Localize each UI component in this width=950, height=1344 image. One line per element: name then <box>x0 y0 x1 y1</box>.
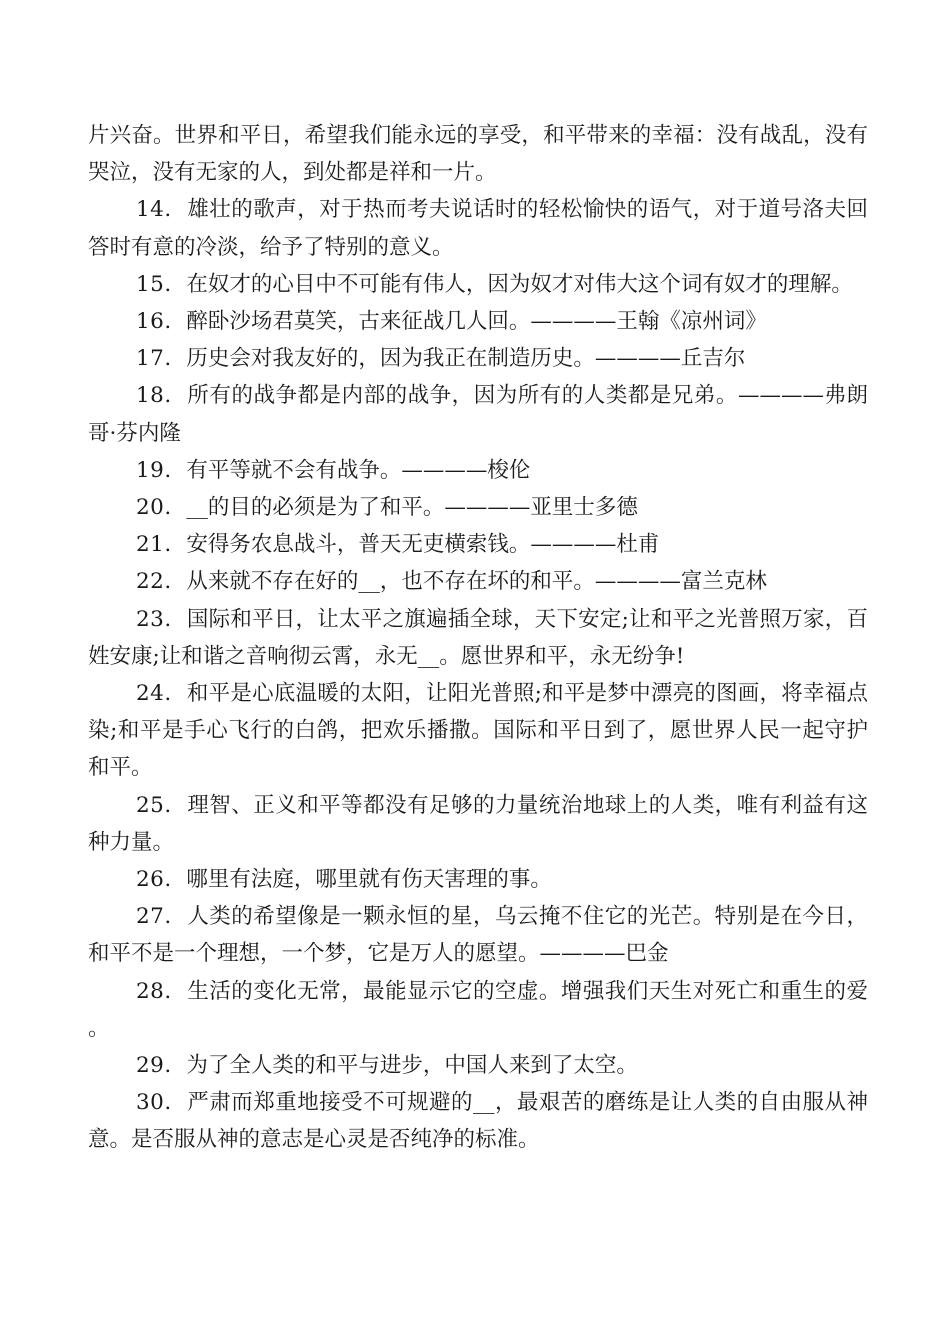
list-item <box>88 377 868 451</box>
item-number: 23. <box>136 606 172 632</box>
item-number: 18. <box>136 383 172 409</box>
list-item <box>88 489 868 526</box>
item-number: 19. <box>136 457 172 483</box>
item-number: 22. <box>136 569 172 595</box>
list-item <box>88 526 868 563</box>
item-text: 从来就不存在好的__，也不存在坏的和平。————富兰克林 <box>186 569 767 595</box>
item-text: 历史会对我友好的，因为我正在制造历史。————丘吉尔 <box>186 346 746 372</box>
item-text: 和平是心底温暖的太阳，让阳光普照;和平是梦中漂亮的图画，将幸福点染;和平是手心飞行的白鸽，把欢乐播撒。国际和平日到了，愿世界人民一起守护和平。 <box>88 681 869 781</box>
item-number: 17. <box>136 346 172 372</box>
item-text: 严肃而郑重地接受不可规避的__，最艰苦的磨练是让人类的自由服从神意。是否服从神的意志是心灵是否纯净的标准。 <box>88 1090 868 1153</box>
list-item <box>88 973 868 1047</box>
list-item <box>88 340 868 377</box>
item-text: 安得务农息战斗，普天无吏横索钱。————杜甫 <box>186 532 660 558</box>
list-item <box>88 266 868 303</box>
list-item <box>88 1047 868 1084</box>
item-number: 21. <box>136 532 172 558</box>
list-item <box>88 601 868 675</box>
item-text: 所有的战争都是内部的战争，因为所有的人类都是兄弟。————弗朗哥·芬内隆 <box>88 383 868 446</box>
item-number: 25. <box>136 792 172 818</box>
item-text: 醉卧沙场君莫笑，古来征战几人回。————王翰《凉州词》 <box>186 309 767 335</box>
item-text: 人类的希望像是一颗永恒的星，乌云掩不住它的光芒。特别是在今日，和平不是一个理想，一个梦，它是万人的愿望。————巴金 <box>88 904 868 967</box>
item-number: 26. <box>136 867 172 893</box>
list-item <box>88 1084 868 1158</box>
item-number: 29. <box>136 1053 172 1079</box>
item-number: 24. <box>136 681 172 707</box>
list-item <box>88 861 868 898</box>
list-item <box>88 563 868 600</box>
item-text: 雄壮的歌声，对于热而考夫说话时的轻松愉快的语气，对于道号洛夫回答时有意的冷淡，给予了特别的意义。 <box>88 197 868 260</box>
list-item <box>88 675 868 787</box>
list-item <box>88 452 868 489</box>
item-text: 理智、正义和平等都没有足够的力量统治地球上的人类，唯有利益有这种力量。 <box>88 792 868 855</box>
item-text: 在奴才的心目中不可能有伟人，因为奴才对伟大这个词有奴才的理解。 <box>186 271 853 297</box>
list-item <box>88 898 868 972</box>
list-item <box>88 787 868 861</box>
item-text: 为了全人类的和平与进步，中国人来到了太空。 <box>186 1053 638 1079</box>
list-item <box>88 191 868 265</box>
item-number: 15. <box>136 271 172 297</box>
item-number: 16. <box>136 309 172 335</box>
item-number: 30. <box>136 1090 172 1116</box>
item-text: 有平等就不会有战争。————梭伦 <box>186 457 531 483</box>
intro-paragraph: 片兴奋。世界和平日，希望我们能永远的享受，和平带来的幸福：没有战乱，没有哭泣，没有无家的人，到处都是祥和一片。 <box>88 123 868 186</box>
item-number: 28. <box>136 978 172 1004</box>
item-number: 27. <box>136 904 172 930</box>
item-number: 20. <box>136 495 172 521</box>
item-text: 国际和平日，让太平之旗遍插全球，天下安定;让和平之光普照万家，百姓安康;让和谐之音响彻云霄，永无__。愿世界和平，永无纷争! <box>88 606 869 669</box>
item-text: __的目的必须是为了和平。————亚里士多德 <box>186 495 638 521</box>
item-number: 14. <box>136 197 172 223</box>
item-text: 哪里有法庭，哪里就有伤天害理的事。 <box>186 867 552 893</box>
document-body <box>88 117 868 1159</box>
item-text: 生活的变化无常，最能显示它的空虚。增强我们天生对死亡和重生的爱。 <box>88 978 868 1041</box>
list-item <box>88 303 868 340</box>
